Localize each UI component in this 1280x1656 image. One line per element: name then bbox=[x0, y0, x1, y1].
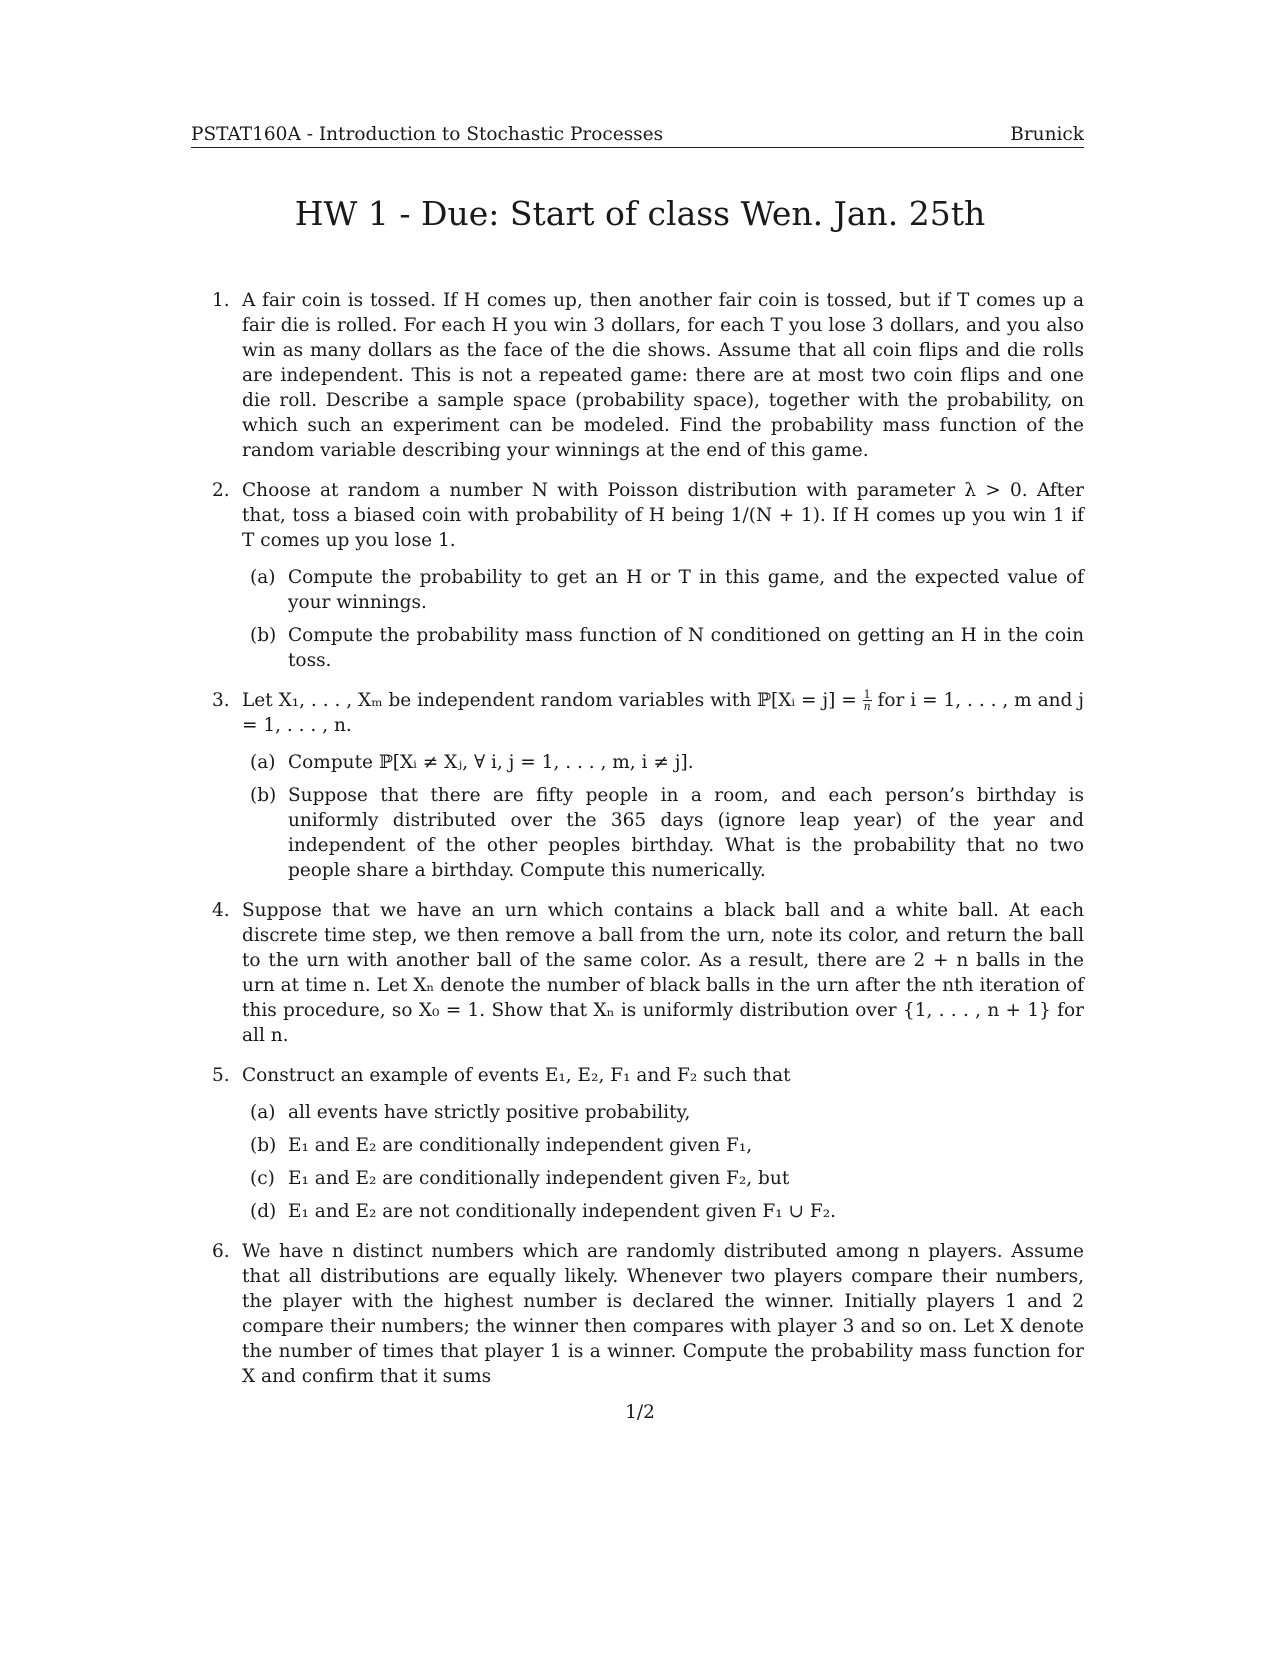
subpart-list bbox=[242, 565, 1084, 673]
subpart bbox=[242, 1166, 1084, 1191]
subpart-text: Compute ℙ[Xᵢ ≠ Xⱼ, ∀ i, j = 1, . . . , m, i ≠ j]. bbox=[288, 752, 694, 773]
subpart bbox=[242, 565, 1084, 615]
problem-list bbox=[212, 288, 1085, 1404]
problem-2 bbox=[212, 478, 1084, 673]
problem-3 bbox=[212, 688, 1085, 883]
page-header bbox=[191, 124, 1084, 148]
subpart-list bbox=[242, 750, 1084, 883]
subpart bbox=[242, 1100, 1084, 1125]
subpart-text: Compute the probability to get an H or T in this game, and the expected value of your winnings. bbox=[288, 567, 1084, 613]
subpart-list bbox=[242, 1100, 1084, 1224]
subpart-label: (b) bbox=[250, 1135, 277, 1156]
problem-text: Let X₁, . . . , Xₘ be independent random variables with ℙ[Xᵢ = j] = bbox=[242, 690, 863, 711]
subpart-text: all events have strictly positive probability, bbox=[288, 1102, 691, 1123]
subpart-label: (b) bbox=[250, 785, 277, 806]
subpart bbox=[242, 623, 1084, 673]
subpart-text: E₁ and E₂ are conditionally independent given F₁, bbox=[288, 1135, 753, 1156]
problem-text: Choose at random a number N with Poisson distribution with parameter λ > 0. After that, toss a biased coin with probability of H being 1/(N + 1). If H comes up you win 1 if T comes up you lose 1. bbox=[242, 480, 1084, 551]
subpart-text: E₁ and E₂ are conditionally independent given F₂, but bbox=[288, 1168, 790, 1189]
instructor-name: Brunick bbox=[1010, 124, 1084, 145]
page-number: 1/2 bbox=[625, 1402, 655, 1423]
subpart-text: Suppose that there are fifty people in a room, and each person’s birthday is uniformly distributed over the 365 days (ignore leap year) of the year and independent of the other peoples birthday. What is the probability that no two people share a birthday. Compute this numerically. bbox=[288, 785, 1084, 881]
subpart-text: Compute the probability mass function of N conditioned on getting an H in the coin toss. bbox=[288, 625, 1084, 671]
problem-text-continued: for i = 1, . . . , m and j = 1, . . . , n. bbox=[242, 690, 1085, 736]
problem-number: 3. bbox=[212, 690, 230, 711]
fraction bbox=[863, 689, 872, 712]
problem-text: We have n distinct numbers which are randomly distributed among n players. Assume that all distributions are equally likely. Whenever two players compare their numbers, the player with the highest number is declared the winner. Initially players 1 and 2 compare their numbers; the winner then compares with player 3 and so on. Let X denote the number of times that player 1 is a winner. Compute the probability mass function for X and confirm that it sums bbox=[242, 1241, 1084, 1387]
course-name: PSTAT160A - Introduction to Stochastic Processes bbox=[191, 124, 664, 145]
problem-1 bbox=[212, 288, 1084, 463]
subpart bbox=[242, 1199, 1084, 1224]
subpart bbox=[242, 750, 1084, 775]
subpart-label: (d) bbox=[250, 1201, 277, 1222]
subpart bbox=[242, 1133, 1084, 1158]
subpart-label: (a) bbox=[250, 567, 276, 588]
problem-number: 1. bbox=[212, 290, 230, 311]
problem-text: Construct an example of events E₁, E₂, F₁ and F₂ such that bbox=[242, 1065, 791, 1086]
subpart bbox=[242, 783, 1084, 883]
fraction-numerator: 1 bbox=[863, 688, 871, 702]
problem-number: 4. bbox=[212, 900, 230, 921]
subpart-label: (c) bbox=[250, 1168, 275, 1189]
subpart-text: E₁ and E₂ are not conditionally independent given F₁ ∪ F₂. bbox=[288, 1201, 837, 1222]
problem-number: 5. bbox=[212, 1065, 230, 1086]
subpart-label: (b) bbox=[250, 625, 277, 646]
problem-number: 2. bbox=[212, 480, 230, 501]
subpart-label: (a) bbox=[250, 752, 276, 773]
page-title: HW 1 - Due: Start of class Wen. Jan. 25th bbox=[294, 194, 986, 233]
fraction-denominator: n bbox=[863, 700, 871, 714]
problem-number: 6. bbox=[212, 1241, 230, 1262]
problem-4 bbox=[212, 898, 1084, 1048]
problem-text: A fair coin is tossed. If H comes up, then another fair coin is tossed, but if T comes up a fair die is rolled. For each H you win 3 dollars, for each T you lose 3 dollars, and you also win as many dollars as the face of the die shows. Assume that all coin flips and die rolls are independent. This is not a repeated game: there are at most two coin flips and one die roll. Describe a sample space (probability space), together with the probability, on which such an experiment can be modeled. Find the probability mass function of the random variable describing your winnings at the end of this game. bbox=[242, 290, 1084, 461]
subpart-label: (a) bbox=[250, 1102, 276, 1123]
problem-6 bbox=[212, 1239, 1084, 1389]
problem-5 bbox=[212, 1063, 1084, 1224]
problem-text: Suppose that we have an urn which contains a black ball and a white ball. At each discrete time step, we then remove a ball from the urn, note its color, and return the ball to the urn with another ball of the same color. As a result, there are 2 + n balls in the urn at time n. Let Xₙ denote the number of black balls in the urn after the nth iteration of this procedure, so X₀ = 1. Show that Xₙ is uniformly distribution over {1, . . . , n + 1} for all n. bbox=[242, 900, 1084, 1046]
